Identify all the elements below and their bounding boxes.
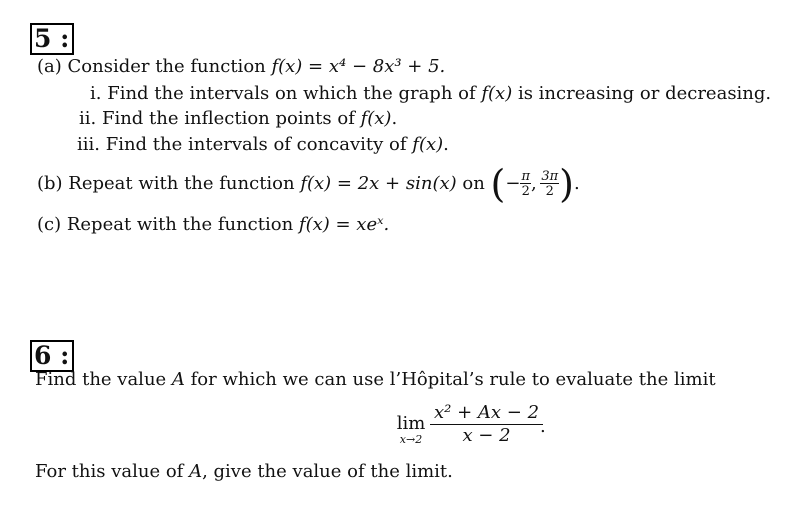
lim-text: lim [396, 413, 426, 434]
interval-period: . [573, 173, 580, 194]
limit-expression [392, 402, 552, 454]
part-a-item-1 [90, 83, 771, 105]
limit-period: . [540, 416, 546, 437]
right-numerator: 3π [541, 169, 559, 184]
intro-text-2: for which we can use l’Hôpital’s rule to evaluate the limit [184, 369, 716, 390]
intro-text-1: Find the value [35, 369, 172, 390]
item-3-tail: . [443, 134, 449, 155]
item-2-tail: . [391, 108, 398, 129]
part-a-label: (a) Consider the function [37, 56, 272, 77]
interval-comma: , [530, 173, 537, 194]
part-c [37, 214, 389, 236]
left-numerator: π [521, 169, 530, 184]
part-a-item-3 [77, 134, 449, 156]
closing-variable: A [189, 461, 203, 482]
lim-subscript: x→2 [399, 433, 423, 446]
part-b [37, 164, 580, 204]
limit-numerator: x² + Ax − 2 [434, 402, 540, 423]
part-b-function: f(x) = 2x + sin(x) [300, 173, 457, 194]
interval-right-fraction [540, 170, 559, 198]
problem-6-closing [35, 461, 453, 483]
part-a [37, 56, 445, 78]
item-2-text: ii. Find the inflection points of [79, 108, 361, 129]
item-3-text: iii. Find the intervals of concavity of [77, 134, 413, 155]
right-denominator: 2 [540, 183, 559, 198]
item-1-tail: is increasing or decreasing. [512, 83, 772, 104]
problem-5-number: 5 : [30, 23, 74, 55]
interval-minus: − [505, 173, 521, 194]
item-1-text: i. Find the intervals on which the graph of [90, 83, 482, 104]
limit-fraction [430, 402, 543, 447]
part-b-on: on [456, 173, 491, 194]
part-a-item-2 [79, 108, 397, 130]
problem-6-number: 6 : [30, 340, 74, 372]
limit-denominator: x − 2 [430, 424, 543, 447]
part-a-function: f(x) = x⁴ − 8x³ + 5. [271, 56, 446, 77]
interval-left-fraction [520, 170, 531, 198]
intro-variable: A [171, 369, 185, 390]
problem-6-intro [35, 369, 716, 391]
limit-operator [392, 414, 430, 446]
closing-text-2: , give the value of the limit. [202, 461, 453, 482]
part-b-label: (b) Repeat with the function [37, 173, 301, 194]
left-denominator: 2 [521, 184, 530, 199]
part-c-label: (c) Repeat with the function [37, 214, 299, 235]
item-2-function: f(x) [360, 108, 392, 129]
item-1-function: f(x) [481, 83, 513, 104]
item-3-function: f(x) [412, 134, 444, 155]
part-c-function: f(x) = xeˣ. [298, 214, 390, 235]
interval-close-paren: ) [559, 162, 574, 206]
closing-text-1: For this value of [35, 461, 190, 482]
interval-open-paren: ( [490, 162, 506, 206]
